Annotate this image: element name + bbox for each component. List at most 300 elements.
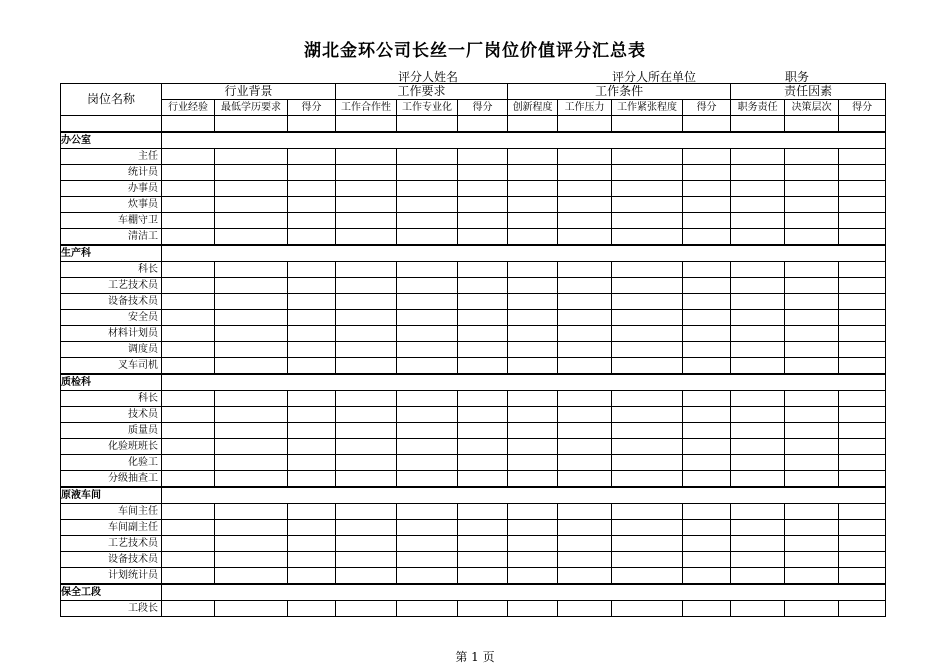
score-cell[interactable] [731, 504, 785, 520]
score-cell[interactable] [558, 278, 612, 294]
score-cell[interactable] [288, 149, 336, 165]
score-cell[interactable] [162, 262, 215, 278]
score-cell[interactable] [839, 358, 886, 375]
score-cell[interactable] [458, 181, 508, 197]
score-cell[interactable] [215, 149, 288, 165]
score-cell[interactable] [558, 358, 612, 375]
score-cell[interactable] [785, 278, 839, 294]
score-cell[interactable] [683, 197, 731, 213]
score-cell[interactable] [731, 520, 785, 536]
score-cell[interactable] [336, 407, 397, 423]
score-cell[interactable] [839, 149, 886, 165]
score-cell[interactable] [683, 358, 731, 375]
score-cell[interactable] [336, 439, 397, 455]
score-cell[interactable] [508, 213, 558, 229]
score-cell[interactable] [458, 536, 508, 552]
score-cell[interactable] [288, 504, 336, 520]
score-cell[interactable] [558, 423, 612, 439]
score-cell[interactable] [508, 568, 558, 585]
score-cell[interactable] [162, 423, 215, 439]
score-cell[interactable] [683, 181, 731, 197]
score-cell[interactable] [215, 229, 288, 246]
score-cell[interactable] [336, 165, 397, 181]
score-cell[interactable] [288, 278, 336, 294]
score-cell[interactable] [785, 568, 839, 585]
score-cell[interactable] [162, 229, 215, 246]
score-cell[interactable] [508, 262, 558, 278]
score-cell[interactable] [508, 391, 558, 407]
score-cell[interactable] [731, 229, 785, 246]
score-cell[interactable] [288, 197, 336, 213]
score-cell[interactable] [458, 310, 508, 326]
table-cell[interactable] [288, 116, 336, 133]
score-cell[interactable] [612, 197, 683, 213]
table-cell[interactable] [508, 116, 558, 133]
score-cell[interactable] [731, 149, 785, 165]
score-cell[interactable] [612, 439, 683, 455]
score-cell[interactable] [785, 342, 839, 358]
score-cell[interactable] [839, 568, 886, 585]
score-cell[interactable] [785, 165, 839, 181]
score-cell[interactable] [683, 471, 731, 488]
score-cell[interactable] [215, 439, 288, 455]
score-cell[interactable] [612, 407, 683, 423]
score-cell[interactable] [558, 197, 612, 213]
score-cell[interactable] [397, 439, 458, 455]
score-cell[interactable] [731, 213, 785, 229]
score-cell[interactable] [397, 278, 458, 294]
score-cell[interactable] [683, 342, 731, 358]
score-cell[interactable] [785, 471, 839, 488]
score-cell[interactable] [731, 455, 785, 471]
score-cell[interactable] [558, 455, 612, 471]
score-cell[interactable] [288, 391, 336, 407]
score-cell[interactable] [397, 552, 458, 568]
table-cell[interactable] [215, 116, 288, 133]
score-cell[interactable] [785, 504, 839, 520]
score-cell[interactable] [731, 358, 785, 375]
score-cell[interactable] [785, 439, 839, 455]
score-cell[interactable] [397, 197, 458, 213]
score-cell[interactable] [731, 423, 785, 439]
score-cell[interactable] [683, 294, 731, 310]
score-cell[interactable] [558, 536, 612, 552]
score-cell[interactable] [215, 342, 288, 358]
score-cell[interactable] [839, 536, 886, 552]
score-cell[interactable] [458, 149, 508, 165]
score-cell[interactable] [683, 262, 731, 278]
score-cell[interactable] [558, 181, 612, 197]
score-cell[interactable] [612, 278, 683, 294]
score-cell[interactable] [288, 181, 336, 197]
score-cell[interactable] [683, 536, 731, 552]
score-cell[interactable] [839, 310, 886, 326]
score-cell[interactable] [397, 342, 458, 358]
score-cell[interactable] [215, 423, 288, 439]
score-cell[interactable] [215, 278, 288, 294]
score-cell[interactable] [683, 229, 731, 246]
score-cell[interactable] [336, 423, 397, 439]
score-cell[interactable] [458, 568, 508, 585]
score-cell[interactable] [288, 536, 336, 552]
table-cell[interactable] [785, 116, 839, 133]
score-cell[interactable] [458, 294, 508, 310]
score-cell[interactable] [397, 229, 458, 246]
score-cell[interactable] [839, 262, 886, 278]
score-cell[interactable] [558, 326, 612, 342]
score-cell[interactable] [508, 326, 558, 342]
score-cell[interactable] [558, 471, 612, 488]
score-cell[interactable] [458, 213, 508, 229]
score-cell[interactable] [508, 504, 558, 520]
score-cell[interactable] [839, 439, 886, 455]
score-cell[interactable] [336, 213, 397, 229]
score-cell[interactable] [612, 213, 683, 229]
score-cell[interactable] [508, 455, 558, 471]
score-cell[interactable] [612, 262, 683, 278]
score-cell[interactable] [558, 149, 612, 165]
score-cell[interactable] [458, 262, 508, 278]
score-cell[interactable] [683, 552, 731, 568]
score-cell[interactable] [508, 471, 558, 488]
score-cell[interactable] [458, 471, 508, 488]
score-cell[interactable] [336, 504, 397, 520]
score-cell[interactable] [288, 520, 336, 536]
score-cell[interactable] [558, 229, 612, 246]
score-cell[interactable] [508, 197, 558, 213]
score-cell[interactable] [683, 326, 731, 342]
score-cell[interactable] [458, 358, 508, 375]
score-cell[interactable] [162, 326, 215, 342]
score-cell[interactable] [508, 181, 558, 197]
score-cell[interactable] [397, 568, 458, 585]
score-cell[interactable] [458, 504, 508, 520]
score-cell[interactable] [288, 326, 336, 342]
score-cell[interactable] [336, 310, 397, 326]
score-cell[interactable] [162, 504, 215, 520]
score-cell[interactable] [731, 407, 785, 423]
score-cell[interactable] [162, 471, 215, 488]
score-cell[interactable] [612, 455, 683, 471]
score-cell[interactable] [458, 439, 508, 455]
score-cell[interactable] [397, 262, 458, 278]
score-cell[interactable] [458, 552, 508, 568]
score-cell[interactable] [731, 552, 785, 568]
score-cell[interactable] [683, 504, 731, 520]
score-cell[interactable] [558, 213, 612, 229]
score-cell[interactable] [288, 471, 336, 488]
score-cell[interactable] [397, 165, 458, 181]
score-cell[interactable] [215, 455, 288, 471]
score-cell[interactable] [839, 407, 886, 423]
score-cell[interactable] [558, 568, 612, 585]
score-cell[interactable] [558, 262, 612, 278]
score-cell[interactable] [215, 504, 288, 520]
score-cell[interactable] [612, 149, 683, 165]
score-cell[interactable] [288, 229, 336, 246]
score-cell[interactable] [612, 471, 683, 488]
score-cell[interactable] [458, 278, 508, 294]
score-cell[interactable] [612, 310, 683, 326]
score-cell[interactable] [215, 601, 288, 617]
score-cell[interactable] [558, 294, 612, 310]
score-cell[interactable] [508, 278, 558, 294]
score-cell[interactable] [458, 342, 508, 358]
score-cell[interactable] [683, 520, 731, 536]
score-cell[interactable] [731, 278, 785, 294]
score-cell[interactable] [458, 197, 508, 213]
table-cell[interactable] [397, 116, 458, 133]
score-cell[interactable] [785, 391, 839, 407]
score-cell[interactable] [458, 229, 508, 246]
score-cell[interactable] [397, 181, 458, 197]
score-cell[interactable] [508, 536, 558, 552]
score-cell[interactable] [288, 407, 336, 423]
score-cell[interactable] [215, 391, 288, 407]
score-cell[interactable] [612, 423, 683, 439]
score-cell[interactable] [508, 423, 558, 439]
score-cell[interactable] [612, 326, 683, 342]
score-cell[interactable] [397, 407, 458, 423]
score-cell[interactable] [785, 601, 839, 617]
score-cell[interactable] [336, 520, 397, 536]
score-cell[interactable] [336, 229, 397, 246]
score-cell[interactable] [397, 326, 458, 342]
table-cell[interactable] [683, 116, 731, 133]
score-cell[interactable] [731, 391, 785, 407]
score-cell[interactable] [612, 520, 683, 536]
score-cell[interactable] [162, 455, 215, 471]
score-cell[interactable] [162, 568, 215, 585]
score-cell[interactable] [558, 407, 612, 423]
score-cell[interactable] [683, 213, 731, 229]
table-cell[interactable] [839, 116, 886, 133]
score-cell[interactable] [215, 213, 288, 229]
score-cell[interactable] [397, 391, 458, 407]
score-cell[interactable] [215, 471, 288, 488]
score-cell[interactable] [215, 310, 288, 326]
score-cell[interactable] [731, 439, 785, 455]
score-cell[interactable] [336, 391, 397, 407]
score-cell[interactable] [731, 294, 785, 310]
score-cell[interactable] [612, 552, 683, 568]
score-cell[interactable] [397, 213, 458, 229]
score-cell[interactable] [162, 439, 215, 455]
score-cell[interactable] [785, 455, 839, 471]
table-cell[interactable] [336, 116, 397, 133]
score-cell[interactable] [397, 423, 458, 439]
score-cell[interactable] [558, 391, 612, 407]
score-cell[interactable] [397, 149, 458, 165]
score-cell[interactable] [162, 197, 215, 213]
score-cell[interactable] [683, 310, 731, 326]
score-cell[interactable] [839, 229, 886, 246]
score-cell[interactable] [288, 342, 336, 358]
score-cell[interactable] [162, 536, 215, 552]
score-cell[interactable] [458, 601, 508, 617]
score-cell[interactable] [162, 310, 215, 326]
score-cell[interactable] [839, 423, 886, 439]
score-cell[interactable] [397, 310, 458, 326]
score-cell[interactable] [458, 391, 508, 407]
table-cell[interactable] [558, 116, 612, 133]
score-cell[interactable] [162, 520, 215, 536]
score-cell[interactable] [508, 294, 558, 310]
score-cell[interactable] [336, 149, 397, 165]
score-cell[interactable] [839, 504, 886, 520]
score-cell[interactable] [508, 407, 558, 423]
score-cell[interactable] [336, 326, 397, 342]
table-cell[interactable] [458, 116, 508, 133]
score-cell[interactable] [162, 342, 215, 358]
score-cell[interactable] [683, 568, 731, 585]
score-cell[interactable] [215, 358, 288, 375]
score-cell[interactable] [288, 423, 336, 439]
score-cell[interactable] [458, 326, 508, 342]
score-cell[interactable] [336, 552, 397, 568]
score-cell[interactable] [612, 342, 683, 358]
score-cell[interactable] [508, 520, 558, 536]
score-cell[interactable] [785, 310, 839, 326]
score-cell[interactable] [839, 181, 886, 197]
score-cell[interactable] [215, 294, 288, 310]
score-cell[interactable] [683, 391, 731, 407]
score-cell[interactable] [162, 278, 215, 294]
score-cell[interactable] [288, 552, 336, 568]
score-cell[interactable] [336, 262, 397, 278]
score-cell[interactable] [215, 552, 288, 568]
score-cell[interactable] [162, 391, 215, 407]
score-cell[interactable] [288, 165, 336, 181]
score-cell[interactable] [336, 601, 397, 617]
score-cell[interactable] [839, 294, 886, 310]
score-cell[interactable] [336, 197, 397, 213]
score-cell[interactable] [336, 342, 397, 358]
score-cell[interactable] [162, 181, 215, 197]
score-cell[interactable] [558, 342, 612, 358]
score-cell[interactable] [458, 520, 508, 536]
table-cell[interactable] [731, 116, 785, 133]
score-cell[interactable] [336, 536, 397, 552]
score-cell[interactable] [162, 358, 215, 375]
score-cell[interactable] [839, 471, 886, 488]
score-cell[interactable] [731, 568, 785, 585]
score-cell[interactable] [215, 536, 288, 552]
score-cell[interactable] [731, 165, 785, 181]
score-cell[interactable] [785, 326, 839, 342]
score-cell[interactable] [683, 423, 731, 439]
score-cell[interactable] [839, 213, 886, 229]
score-cell[interactable] [785, 181, 839, 197]
score-cell[interactable] [558, 439, 612, 455]
score-cell[interactable] [558, 552, 612, 568]
score-cell[interactable] [612, 601, 683, 617]
score-cell[interactable] [397, 294, 458, 310]
score-cell[interactable] [458, 455, 508, 471]
score-cell[interactable] [508, 165, 558, 181]
score-cell[interactable] [162, 149, 215, 165]
score-cell[interactable] [785, 213, 839, 229]
score-cell[interactable] [612, 568, 683, 585]
score-cell[interactable] [397, 358, 458, 375]
score-cell[interactable] [397, 455, 458, 471]
score-cell[interactable] [612, 229, 683, 246]
score-cell[interactable] [508, 552, 558, 568]
score-cell[interactable] [785, 262, 839, 278]
score-cell[interactable] [785, 423, 839, 439]
score-cell[interactable] [839, 326, 886, 342]
score-cell[interactable] [839, 342, 886, 358]
score-cell[interactable] [215, 326, 288, 342]
score-cell[interactable] [397, 471, 458, 488]
score-cell[interactable] [785, 536, 839, 552]
score-cell[interactable] [731, 310, 785, 326]
score-cell[interactable] [336, 358, 397, 375]
score-cell[interactable] [215, 181, 288, 197]
score-cell[interactable] [612, 504, 683, 520]
score-cell[interactable] [508, 149, 558, 165]
score-cell[interactable] [839, 278, 886, 294]
score-cell[interactable] [683, 149, 731, 165]
score-cell[interactable] [288, 439, 336, 455]
score-cell[interactable] [683, 278, 731, 294]
score-cell[interactable] [162, 407, 215, 423]
score-cell[interactable] [336, 471, 397, 488]
score-cell[interactable] [839, 520, 886, 536]
score-cell[interactable] [839, 455, 886, 471]
score-cell[interactable] [336, 278, 397, 294]
score-cell[interactable] [558, 504, 612, 520]
score-cell[interactable] [558, 601, 612, 617]
score-cell[interactable] [612, 165, 683, 181]
score-cell[interactable] [162, 213, 215, 229]
score-cell[interactable] [508, 310, 558, 326]
score-cell[interactable] [731, 326, 785, 342]
score-cell[interactable] [785, 229, 839, 246]
score-cell[interactable] [731, 181, 785, 197]
score-cell[interactable] [683, 601, 731, 617]
score-cell[interactable] [731, 262, 785, 278]
score-cell[interactable] [397, 601, 458, 617]
score-cell[interactable] [458, 407, 508, 423]
score-cell[interactable] [162, 294, 215, 310]
score-cell[interactable] [215, 407, 288, 423]
score-cell[interactable] [785, 520, 839, 536]
score-cell[interactable] [288, 358, 336, 375]
score-cell[interactable] [288, 601, 336, 617]
score-cell[interactable] [458, 165, 508, 181]
table-cell[interactable] [162, 116, 215, 133]
score-cell[interactable] [785, 407, 839, 423]
table-cell[interactable] [61, 116, 162, 133]
score-cell[interactable] [612, 181, 683, 197]
score-cell[interactable] [558, 310, 612, 326]
score-cell[interactable] [612, 536, 683, 552]
score-cell[interactable] [683, 407, 731, 423]
score-cell[interactable] [839, 391, 886, 407]
score-cell[interactable] [508, 342, 558, 358]
score-cell[interactable] [731, 471, 785, 488]
score-cell[interactable] [215, 262, 288, 278]
score-cell[interactable] [785, 552, 839, 568]
score-cell[interactable] [785, 294, 839, 310]
score-cell[interactable] [508, 229, 558, 246]
score-cell[interactable] [336, 181, 397, 197]
score-cell[interactable] [288, 294, 336, 310]
score-cell[interactable] [288, 262, 336, 278]
score-cell[interactable] [558, 165, 612, 181]
score-cell[interactable] [683, 165, 731, 181]
